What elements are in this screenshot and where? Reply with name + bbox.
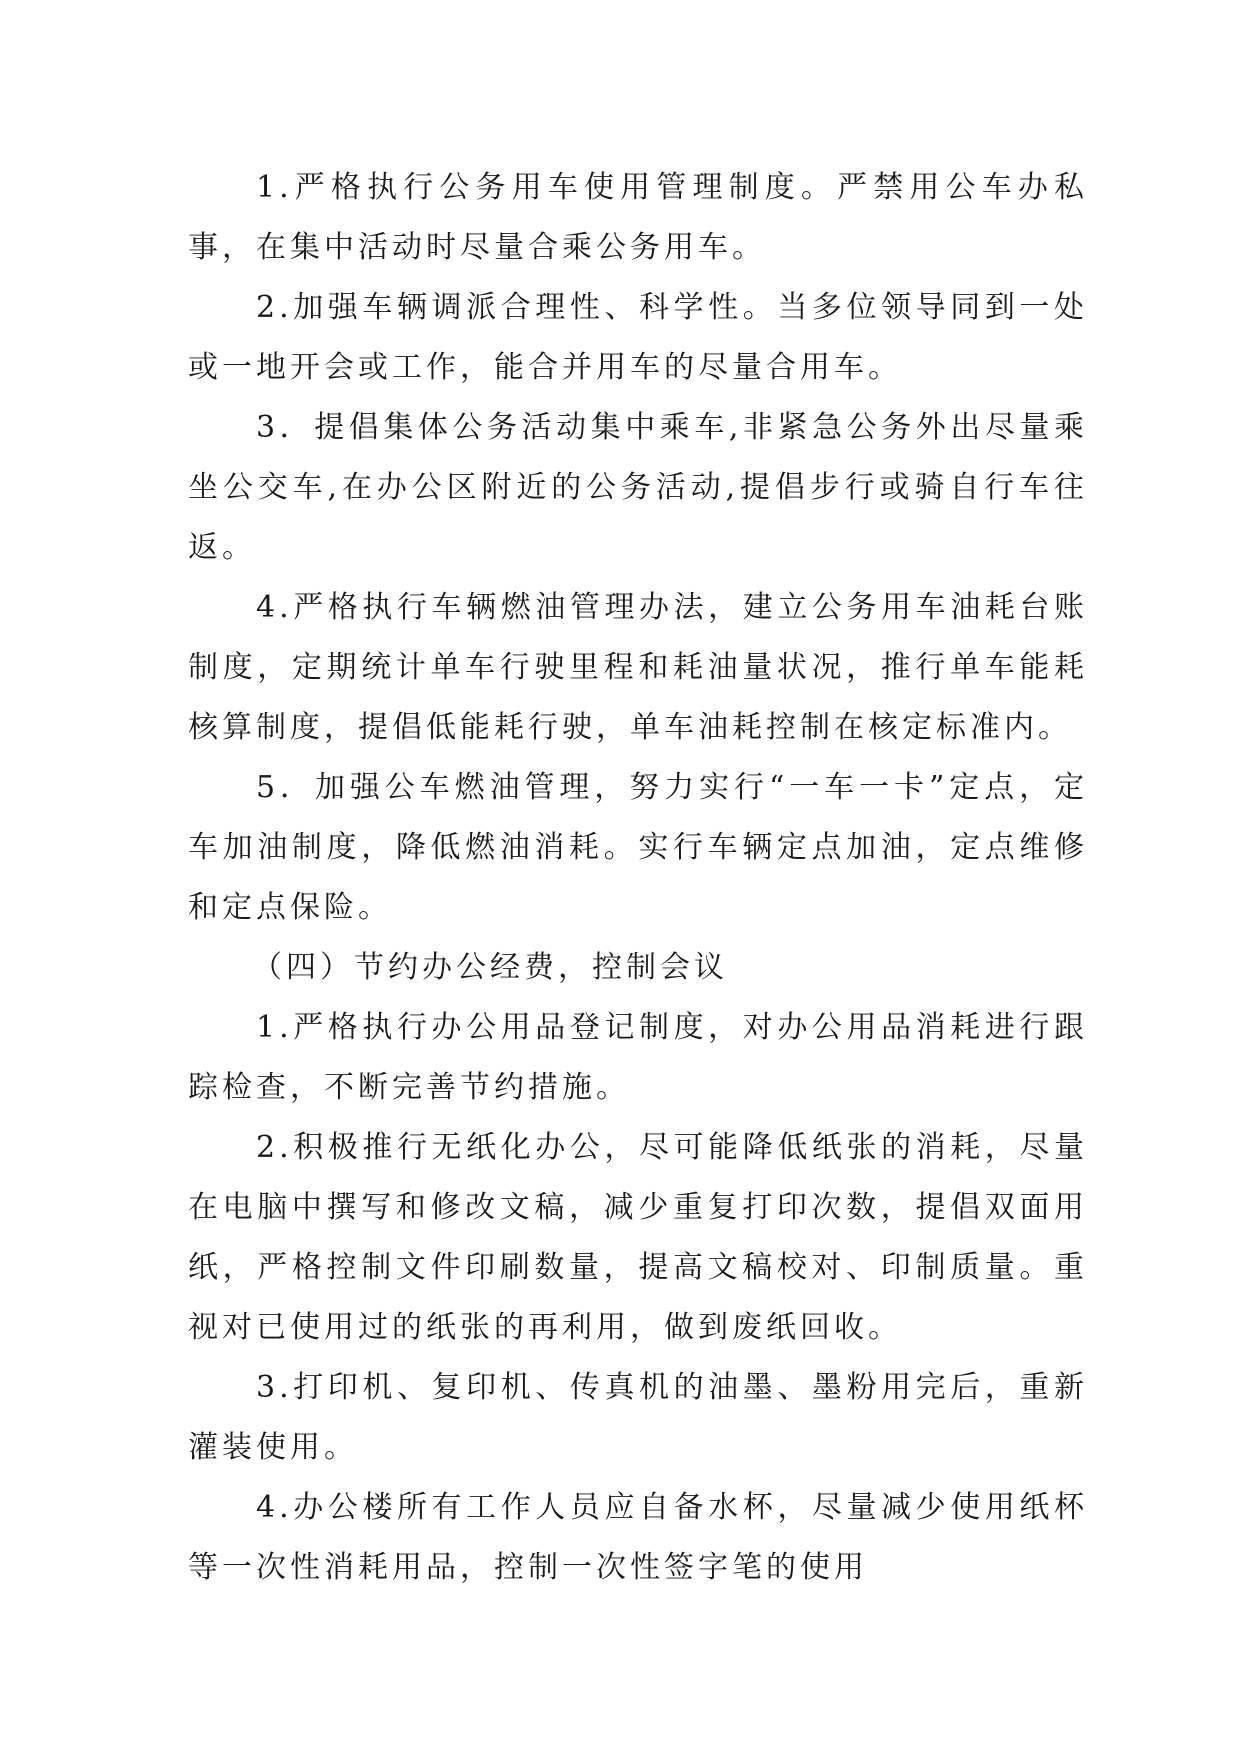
paragraph-office-rule-3: 3.打印机、复印机、传真机的油墨、墨粉用完后，重新灌装使用。	[188, 1370, 1088, 1465]
paragraph-office-rule-1: 1.严格执行办公用品登记制度，对办公用品消耗进行跟踪检查，不断完善节约措施。	[188, 1010, 1088, 1105]
paragraph-office-rule-4: 4.办公楼所有工作人员应自备水杯，尽量减少使用纸杯等一次性消耗用品，控制一次性签字笔的使用	[188, 1490, 1088, 1585]
document-body	[188, 158, 1088, 1598]
section-heading-office-expenses: （四）节约办公经费，控制会议	[252, 950, 728, 985]
paragraph-car-rule-2: 2.加强车辆调派合理性、科学性。当多位领导同到一处或一地开会或工作，能合并用车的尽量合用车。	[188, 290, 1088, 385]
paragraph-car-rule-5: 5．加强公车燃油管理，努力实行“一车一卡”定点，定车加油制度，降低燃油消耗。实行车辆定点加油，定点维修和定点保险。	[188, 770, 1088, 925]
paragraph-car-rule-4: 4.严格执行车辆燃油管理办法，建立公务用车油耗台账制度，定期统计单车行驶里程和耗油量状况，推行单车能耗核算制度，提倡低能耗行驶，单车油耗控制在核定标准内。	[188, 590, 1088, 745]
paragraph-car-rule-1: 1.严格执行公务用车使用管理制度。严禁用公车办私事，在集中活动时尽量合乘公务用车。	[188, 170, 1088, 265]
paragraph-office-rule-2: 2.积极推行无纸化办公，尽可能降低纸张的消耗，尽量在电脑中撰写和修改文稿，减少重复打印次数，提倡双面用纸，严格控制文件印刷数量，提高文稿校对、印制质量。重视对已使用过的纸张的再利用，做到废纸回收。	[188, 1130, 1088, 1345]
paragraph-car-rule-3: 3．提倡集体公务活动集中乘车,非紧急公务外出尽量乘坐公交车,在办公区附近的公务活动,提倡步行或骑自行车往返。	[188, 410, 1088, 565]
